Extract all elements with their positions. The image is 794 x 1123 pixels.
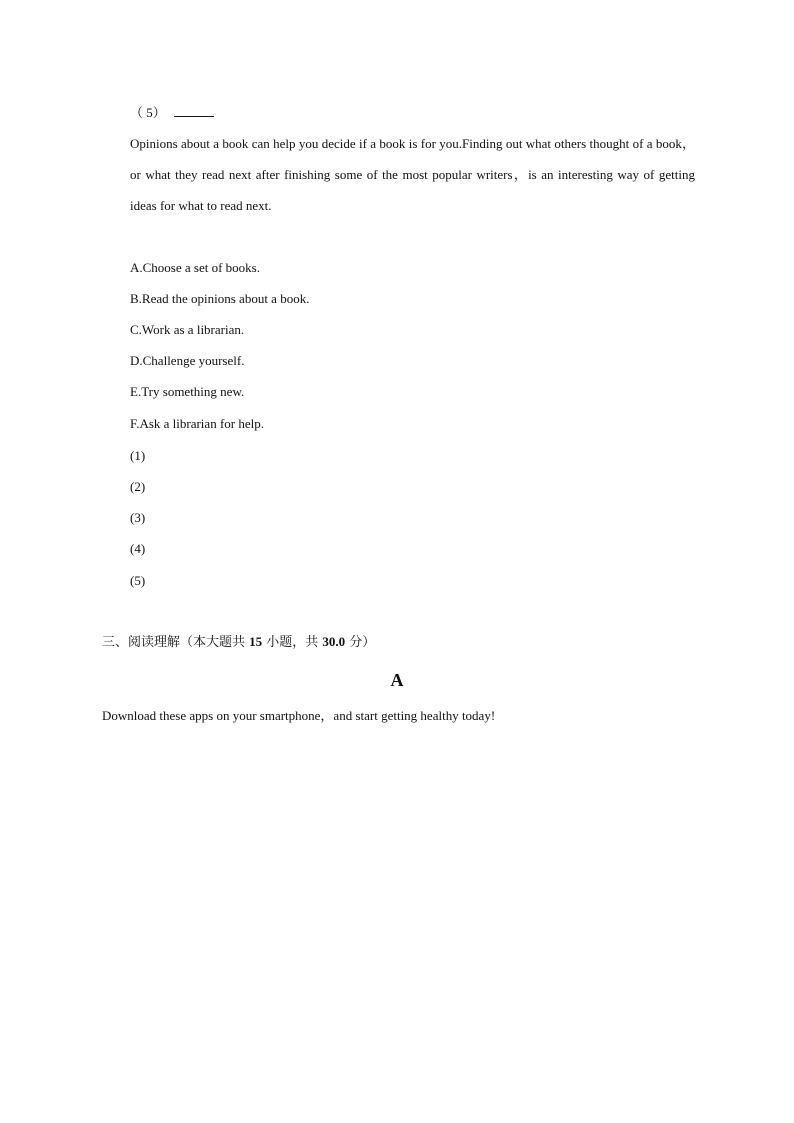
section-points: 30.0 [322, 634, 346, 649]
option-b: B.Read the opinions about a book. [130, 291, 310, 306]
answer-slot-1: (1) [130, 448, 146, 463]
answer-slot-3: (3) [130, 510, 146, 525]
section-count: 15 [249, 634, 263, 649]
option-d: D.Challenge yourself. [130, 353, 245, 368]
section-middle: 小题，共 [262, 635, 323, 650]
section-suffix: 分） [345, 635, 376, 650]
question-number [130, 104, 214, 121]
passage-intro: Download these apps on your smartphone，and start getting healthy today! [102, 708, 496, 723]
answer-blank[interactable] [174, 104, 214, 117]
option-a: A.Choose a set of books. [130, 260, 260, 275]
option-e: E.Try something new. [130, 384, 245, 399]
question-number-label: （ 5） [130, 105, 166, 120]
question-paragraph: Opinions about a book can help you decide if a book is for you.Finding out what others thought of a book，or what they read next after finishing some of the most popular writers，is an interesting way of getting ideas for what to read next. [130, 136, 695, 213]
answer-slot-4: (4) [130, 541, 146, 556]
answer-slot-2: (2) [130, 479, 146, 494]
answer-slot-5: (5) [130, 573, 146, 588]
option-f: F.Ask a librarian for help. [130, 416, 264, 431]
option-c: C.Work as a librarian. [130, 322, 245, 337]
section-heading [102, 634, 375, 651]
passage-letter: A [390, 670, 404, 690]
section-prefix: 三、阅读理解（本大题共 [102, 635, 250, 650]
